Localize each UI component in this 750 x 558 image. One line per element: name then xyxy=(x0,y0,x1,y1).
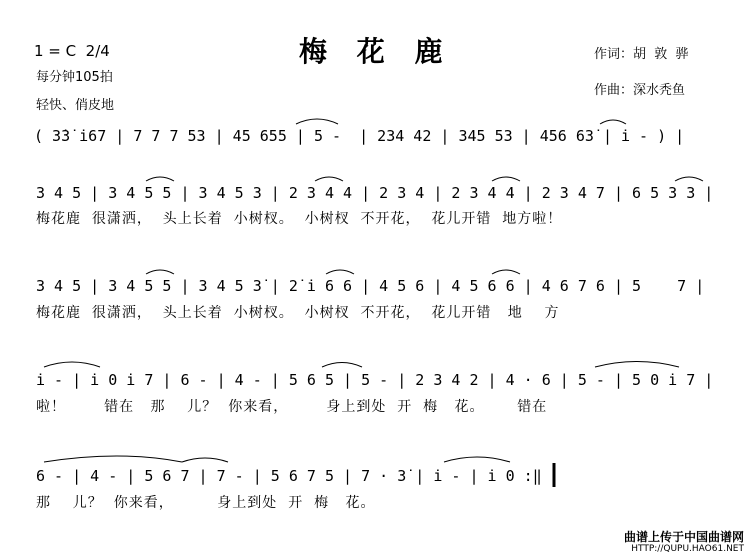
score-line-2: 3 4 5 | 3 4 5 5 | 3 4 5 3 | 2 3 4 4 | 2 3 4 | 2 3 4 4 | 2 3 4 7 | 6 5 3 3 | xyxy=(36,184,714,202)
lyrics-line-2: 梅花鹿 很潇洒， 头上长着 小树杈。 小树杈 不开花， 花儿开错 地方啦！ xyxy=(36,211,563,227)
key-meter: 1 = C 2/4 xyxy=(34,42,110,60)
footer-site-url: HTTP://QUPU.HAO61.NET xyxy=(631,544,744,554)
score-line-3: 3 4 5 | 3 4 5 5 | 3 4 5 3̇ | 2̇ i̇ 6 6 | 4 5 6 | 4 5 6 6 | 4 6 7 6 | 5 7 | xyxy=(36,277,705,295)
lyricist-credit: 作词：胡 敦 骅 xyxy=(594,47,689,62)
composer-credit: 作曲：深水秃鱼 xyxy=(594,83,686,98)
score-line-5: 6 - | 4 - | 5 6 7 | 7 - | 5 6 7 5 | 7 · 3̇ | i̇ - | i̇ 0 :‖ xyxy=(36,467,542,485)
lyrics-line-3: 梅花鹿 很潇洒， 头上长着 小树杈。 小树杈 不开花， 花儿开错 地 方 xyxy=(36,305,560,321)
expression-marking: 轻快、俏皮地 xyxy=(36,98,115,113)
song-title: 梅 花 鹿 xyxy=(299,35,453,68)
score-line-4: i̇ - | i̇ 0 i̇ 7 | 6 - | 4 - | 5 6 5 | 5 - | 2 3 4 2 | 4 · 6 | 5 - | 5 0 i̇ 7 | xyxy=(36,371,714,389)
footer-site-name: 曲谱上传于中国曲谱网 xyxy=(623,530,744,544)
lyrics-line-4: 啦！ 错在 那 儿？ 你来看， 身上到处 开 梅 花。 错在 xyxy=(36,399,548,415)
score-line-1: ( 3̇3̇ i̇67 | 7 7 7 53 | 45 655 | 5 - | 234 42 | 345 53 | 456 63̇ | i̇ - ) | xyxy=(34,127,685,145)
tempo-marking: 每分钟105拍 xyxy=(36,70,113,85)
lyrics-line-5: 那 儿？ 你来看， 身上到处 开 梅 花。 xyxy=(36,495,376,511)
